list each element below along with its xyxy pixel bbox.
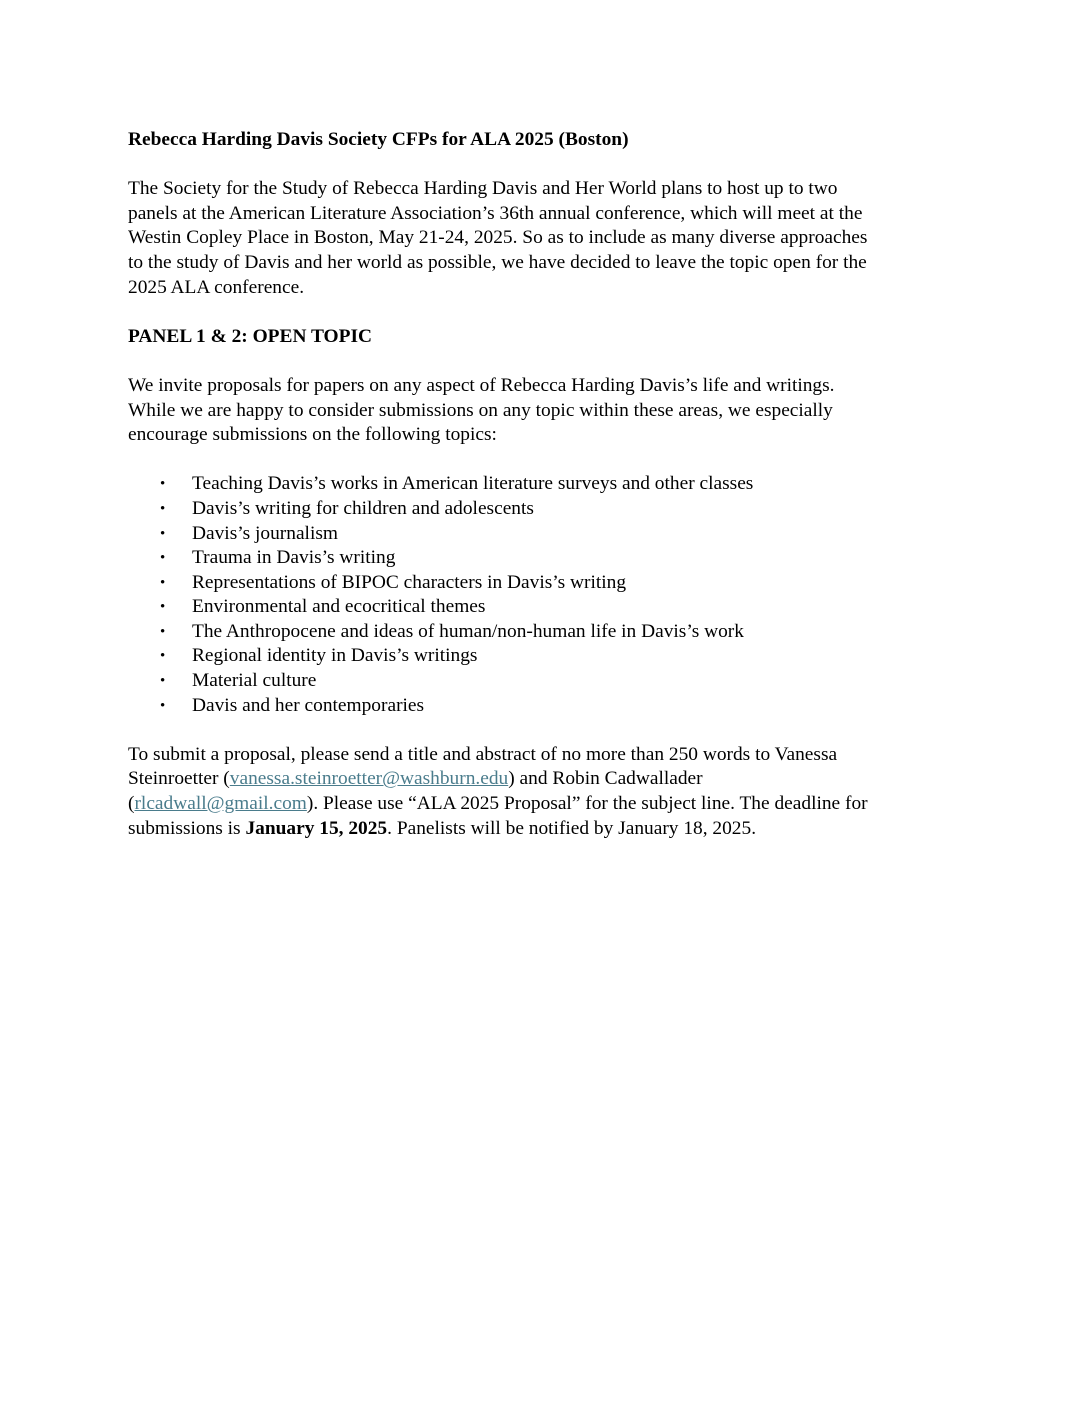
bullet-icon: •: [160, 623, 166, 640]
email-link-steinroetter[interactable]: vanessa.steinroetter@washburn.edu: [229, 768, 509, 790]
panel-heading: PANEL 1 & 2: OPEN TOPIC: [128, 325, 373, 347]
bullet-icon: •: [160, 673, 166, 690]
list-item: [128, 595, 958, 620]
list-item: [128, 497, 958, 522]
submission-line: [128, 817, 958, 842]
list-item: [128, 644, 958, 669]
intro-line: to the study of Davis and her world as possible, we have decided to leave the topic open for the: [128, 251, 867, 273]
invite-line: While we are happy to consider submissions on any topic within these areas, we especially: [128, 399, 833, 421]
topic-text: Davis’s journalism: [192, 522, 338, 544]
bullet-icon: •: [160, 599, 166, 616]
submission-text: submissions is: [128, 817, 246, 839]
bullet-icon: •: [160, 574, 166, 591]
bullet-icon: •: [160, 697, 166, 714]
invite-paragraph: [128, 374, 958, 448]
intro-line: 2025 ALA conference.: [128, 276, 305, 298]
submission-text: ). Please use “ALA 2025 Proposal” for the subject line. The deadline for: [306, 793, 868, 815]
list-item: [128, 669, 958, 694]
invite-line: encourage submissions on the following topics:: [128, 424, 497, 446]
topic-text: Material culture: [192, 670, 317, 692]
topic-text: Davis and her contemporaries: [192, 694, 425, 716]
intro-line: Westin Copley Place in Boston, May 21-24, 2025. So as to include as many diverse approaches: [128, 227, 868, 249]
topic-text: Environmental and ecocritical themes: [192, 596, 486, 618]
deadline-date: January 15, 2025: [245, 817, 388, 839]
document-page: [128, 128, 958, 866]
list-item: [128, 522, 958, 547]
submission-paragraph: [128, 743, 958, 841]
bullet-icon: •: [160, 550, 166, 567]
bullet-icon: •: [160, 525, 166, 542]
list-item: [128, 694, 958, 719]
submission-line: To submit a proposal, please send a title and abstract of no more than 250 words to Vanessa: [128, 743, 838, 765]
topic-text: Teaching Davis’s works in American literature surveys and other classes: [192, 473, 754, 495]
topic-text: The Anthropocene and ideas of human/non-human life in Davis’s work: [192, 620, 744, 642]
submission-text: Steinroetter (: [128, 768, 230, 790]
topic-text: Davis’s writing for children and adolescents: [192, 497, 534, 519]
bullet-icon: •: [160, 648, 166, 665]
submission-text: ) and Robin Cadwallader: [508, 768, 703, 790]
list-item: [128, 472, 958, 497]
topic-text: Trauma in Davis’s writing: [192, 547, 396, 569]
email-link-cadwallader[interactable]: rlcadwall@gmail.com: [134, 793, 307, 815]
topic-text: Regional identity in Davis’s writings: [192, 645, 478, 667]
topic-text: Representations of BIPOC characters in Davis’s writing: [192, 571, 627, 593]
list-item: [128, 546, 958, 571]
bullet-icon: •: [160, 500, 166, 517]
intro-line: The Society for the Study of Rebecca Harding Davis and Her World plans to host up to two: [128, 178, 838, 200]
topics-list: [128, 472, 958, 718]
submission-text: . Panelists will be notified by January 18, 2025.: [387, 817, 757, 839]
list-item: [128, 620, 958, 645]
intro-line: panels at the American Literature Association’s 36th annual conference, which will meet at the: [128, 202, 863, 224]
list-item: [128, 571, 958, 596]
document-title: Rebecca Harding Davis Society CFPs for ALA 2025 (Boston): [128, 129, 629, 150]
intro-paragraph: [128, 177, 958, 300]
submission-line: [128, 767, 958, 792]
submission-line: [128, 792, 958, 817]
invite-line: We invite proposals for papers on any aspect of Rebecca Harding Davis’s life and writings.: [128, 374, 835, 396]
submission-text: (: [128, 793, 135, 815]
bullet-icon: •: [160, 476, 166, 493]
